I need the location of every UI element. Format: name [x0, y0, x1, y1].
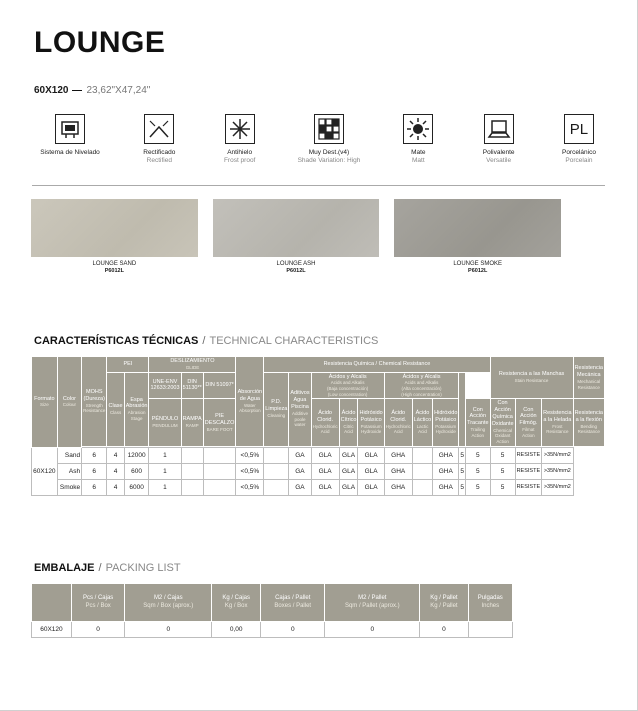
table-cell: 5 [459, 479, 466, 495]
feature-porcelain [548, 114, 610, 164]
packing-cell: 0 [71, 622, 124, 638]
h-acidos-baja: Ácidos y Alcalis Acids and Alkalis (Baja concentración) (Low concentration) [311, 372, 384, 399]
table-cell: GLA [311, 447, 339, 463]
feature-label-en: Versatile [486, 157, 512, 164]
table-cell: 6000 [124, 479, 149, 495]
h-pendulo: PÉNDULO PENDULUM [149, 399, 181, 446]
table-cell: 6 [82, 447, 107, 463]
feature-versatile [468, 114, 530, 164]
table-cell: 5 [459, 447, 466, 463]
table-row [32, 463, 605, 479]
table-cell: 4 [107, 463, 124, 479]
porcelain-glyph: PL [569, 120, 589, 138]
table-cell: GLA [339, 463, 358, 479]
feature-label-en: Rectified [146, 157, 172, 164]
table-cell: GA [289, 479, 311, 495]
packing-header: M2 / Pallet Sqm / Pallet (aprox.) [325, 584, 420, 622]
packing-table [31, 583, 513, 638]
table-cell: 1 [149, 479, 181, 495]
table-cell: GA [289, 447, 311, 463]
packing-header: M2 / Cajas Sqm / Box (aprox.) [125, 584, 212, 622]
table-cell: 5 [490, 447, 515, 463]
table-cell: RESISTE [515, 447, 542, 463]
swatch-smoke [394, 199, 561, 257]
packing-cell [468, 622, 512, 638]
table-cell: GHA [384, 479, 412, 495]
packing-header: Kg / Pallet Kg / Pallet [420, 584, 468, 622]
size-imperial: 23,62"X47,24" [86, 85, 151, 96]
packing-header: Kg / Cajas Kg / Box [212, 584, 261, 622]
h-abrasion: Espa Abrasión Abrasion Stage [124, 372, 149, 446]
h-sub-3: Ácido Cítrico Citric Acid [339, 399, 358, 446]
leveling-system-icon [55, 114, 85, 144]
packing-header: Pulgadas Inches [468, 584, 512, 622]
table-cell: GHA [433, 447, 459, 463]
packing-cell: 0 [420, 622, 468, 638]
versatile-icon [484, 114, 514, 144]
h-sub-2: Ácido Clorid. Hydrochloric Acid [311, 399, 339, 446]
packing-cell: 0,00 [212, 622, 261, 638]
table-cell: Sand [57, 447, 81, 463]
h-din2: DIN 51097* [203, 372, 236, 399]
table-cell: 4 [107, 447, 124, 463]
table-cell: GLA [358, 479, 384, 495]
table-cell: 1 [149, 447, 181, 463]
table-cell [203, 463, 236, 479]
porcelain-icon [564, 114, 594, 144]
dash-divider [72, 90, 82, 91]
h-absorcion: Absorción de Agua Water Absorption [236, 357, 264, 447]
table-cell: GA [289, 463, 311, 479]
feature-label: Mate [411, 149, 426, 156]
feature-rectified [128, 114, 190, 164]
h-pie: PIE DESCALZO BARE FOOT [203, 399, 236, 446]
packing-cell: 0 [261, 622, 325, 638]
h-mecanica: Resistencia Mecánica Mechanical Resistance [573, 357, 604, 399]
table-cell [264, 479, 289, 495]
h-slide: DESLIZAMIENTO GLIDE [149, 357, 236, 373]
product-title: LOUNGE [34, 26, 166, 59]
h-pei: PEI [107, 357, 149, 373]
packing-header: Cajas / Pallet Boxes / Pallet [261, 584, 325, 622]
table-cell: <0,5% [236, 479, 264, 495]
swatch-ash [213, 199, 380, 257]
h-color: Color Colour [57, 357, 81, 448]
h-sub-11: Resistencia a la Helada Frost Resistance [542, 399, 573, 446]
h-sub-12: Resistencia a la flexión Bending Resistance [573, 399, 604, 446]
table-cell: GLA [311, 479, 339, 495]
h-sub-7: Hidróxido Potásico Potassium Hydroxide [433, 399, 459, 446]
table-cell: 5 [466, 479, 491, 495]
size-metric: 60X120 [34, 85, 69, 96]
h-une: UNE-ENV 12633:2003 [149, 372, 181, 399]
tech-heading-es: CARACTERÍSTICAS TÉCNICAS [34, 335, 199, 347]
tech-heading-en: TECHNICAL CHARACTERISTICS [209, 335, 379, 347]
frost-proof-icon [225, 114, 255, 144]
h-acidos-alta: Ácidos y Alcalis Acids and Alkalis (Alta concentración) (High concentration) [384, 372, 459, 399]
table-cell: GHA [433, 479, 459, 495]
h-clase: Clase Class [107, 372, 124, 446]
h-spacer [459, 372, 466, 446]
table-cell [264, 447, 289, 463]
technical-table-body [32, 447, 605, 495]
feature-shade [289, 114, 369, 164]
table-cell: 12000 [124, 447, 149, 463]
tile-name: LOUNGE ASH [276, 261, 316, 267]
table-cell: >35N/mm2 [542, 447, 573, 463]
table-cell: >35N/mm2 [542, 479, 573, 495]
tech-heading: CARACTERÍSTICAS TÉCNICAS / TECHNICAL CHARACTERISTICS [34, 335, 379, 347]
table-cell: 5 [459, 463, 466, 479]
table-cell: 4 [107, 479, 124, 495]
tile-ash [213, 199, 380, 274]
table-cell: 5 [466, 463, 491, 479]
table-cell [412, 463, 432, 479]
packing-data-row [32, 622, 513, 638]
packing-header: Pcs / Cajas Pcs / Box [71, 584, 124, 622]
tile-code: P6012L [468, 268, 488, 274]
h-mohs: MOHS (Dureza) Strength Resistance [82, 357, 107, 447]
table-cell [264, 463, 289, 479]
table-cell: GLA [358, 463, 384, 479]
swatch-sand [31, 199, 198, 257]
table-row [32, 447, 605, 463]
feature-icons [30, 114, 610, 164]
table-cell: 6 [82, 479, 107, 495]
table-cell [181, 447, 203, 463]
table-cell: 6 [82, 463, 107, 479]
table-cell: 1 [149, 463, 181, 479]
tile-name: LOUNGE SAND [92, 261, 137, 267]
table-cell: Smoke [57, 479, 81, 495]
feature-label-en: Shade Variation: High [297, 157, 361, 164]
tile-code: P6012L [104, 268, 124, 274]
table-cell [181, 463, 203, 479]
feature-label: Muy Dest.(v4) [308, 149, 350, 156]
table-cell: GLA [339, 447, 358, 463]
h-aditivos: Aditivos Agua Piscina Additive poole water [289, 372, 311, 446]
tile-code: P6012L [286, 268, 306, 274]
h-limpieza: P.D. Limpieza Cleaning [264, 372, 289, 446]
feature-label: Antihielo [227, 149, 253, 156]
table-cell: RESISTE [515, 463, 542, 479]
technical-table [31, 356, 605, 496]
packing-heading-es: EMBALAJE [34, 562, 95, 574]
feature-label: Rectificado [143, 149, 176, 156]
matt-icon [403, 114, 433, 144]
table-cell: 600 [124, 463, 149, 479]
feature-label: Sistema de Nivelado [40, 149, 100, 156]
divider [32, 185, 605, 186]
tile-smoke [394, 199, 561, 274]
size-line [34, 85, 150, 96]
h-formato: Formato Size [32, 357, 58, 448]
h-manchas: Resistencia a las Manchas Stain Resistance [490, 357, 573, 399]
table-cell: <0,5% [236, 447, 264, 463]
table-cell: GHA [384, 447, 412, 463]
h-sub-9: Con Acción Química Oxidante Chemical Oxidant Action [490, 399, 515, 446]
table-cell: <0,5% [236, 463, 264, 479]
table-cell [412, 479, 432, 495]
packing-header-row [32, 584, 513, 622]
table-cell: GHA [384, 463, 412, 479]
tile-swatches [31, 199, 561, 274]
packing-header [32, 584, 72, 622]
table-cell [203, 479, 236, 495]
table-cell: 5 [490, 463, 515, 479]
table-cell: RESISTE [515, 479, 542, 495]
packing-heading: EMBALAJE / PACKING LIST [34, 562, 181, 574]
rectified-icon [144, 114, 174, 144]
table-cell: GLA [339, 479, 358, 495]
feature-label: Polivalente [482, 149, 515, 156]
h-rampa: RAMPA RAMP [181, 399, 203, 446]
h-sub-6: Ácido Láctico Lactic Acid [412, 399, 432, 446]
feature-label: Porcelánico [561, 149, 596, 156]
packing-cell: 0 [125, 622, 212, 638]
packing-heading-en: PACKING LIST [105, 562, 181, 574]
table-cell: GLA [311, 463, 339, 479]
table-cell [181, 479, 203, 495]
feature-matt [387, 114, 449, 164]
table-row [32, 479, 605, 495]
table-cell: GHA [433, 463, 459, 479]
h-din1: DIN 51130** [181, 372, 203, 399]
table-cell: >35N/mm2 [542, 463, 573, 479]
feature-leveling [30, 114, 110, 164]
h-sub-10: Con Acción Filmóg. Filmat Action [515, 399, 542, 446]
format-cell: 60X120 [32, 447, 58, 495]
feature-frost [209, 114, 271, 164]
shade-variation-icon [314, 114, 344, 144]
table-cell: Ash [57, 463, 81, 479]
packing-cell: 60X120 [32, 622, 72, 638]
h-sub-8: Con Acción Tracante Trailing Action [466, 399, 491, 446]
table-cell: 5 [490, 479, 515, 495]
table-cell [203, 447, 236, 463]
h-sub-5: Ácido Clorid. Hydrochloric Acid [384, 399, 412, 446]
tile-name: LOUNGE SMOKE [453, 261, 503, 267]
tile-sand [31, 199, 198, 274]
table-cell [412, 447, 432, 463]
h-sub-4: Hidróxido Potásico Potassium Hydroxide [358, 399, 384, 446]
table-cell: 5 [466, 447, 491, 463]
feature-label-en: Frost proof [223, 157, 256, 164]
table-cell: GLA [358, 447, 384, 463]
feature-label-en: Porcelain [565, 157, 593, 164]
feature-label-en: Matt [411, 157, 425, 164]
h-quimica: Resistencia Química / Chemical Resistance [264, 357, 490, 373]
packing-cell: 0 [325, 622, 420, 638]
